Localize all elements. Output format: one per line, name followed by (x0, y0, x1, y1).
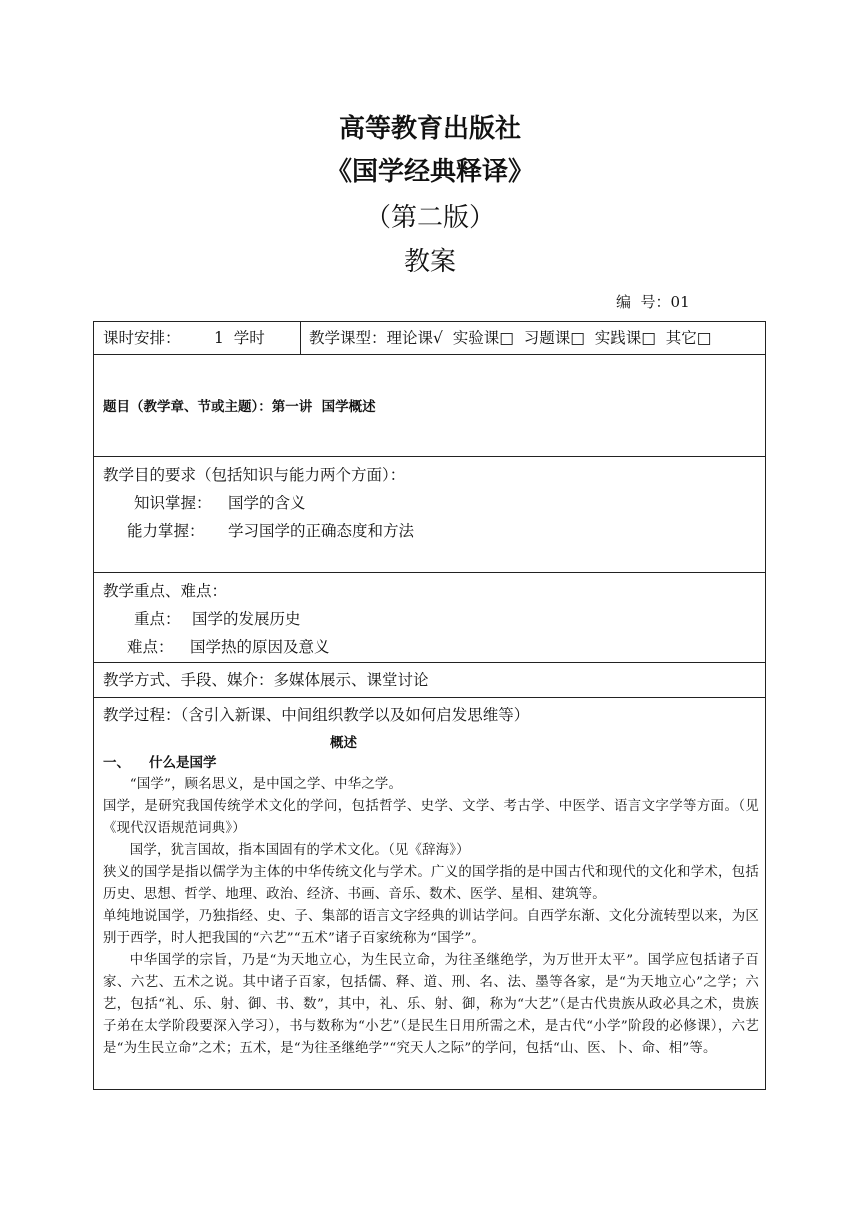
topic-row (94, 354, 765, 456)
course-type: 教学课型：理论课√ 实验课□ 习题课□ 实践课□ 其它□ (309, 329, 712, 347)
paragraph-3: 国学，犹言国故，指本国固有的学术文化。（见《辞海》） (129, 843, 470, 858)
paragraph-5: 单纯地说国学，乃独指经、史、子、集部的语言文字经典的训诂学问。自西学东渐、文化分流转型以来，为区别于西学，时人把我国的“六艺”“五术”诸子百家统称为“国学”。 (103, 909, 759, 946)
key-points-heading: 教学重点、难点： (103, 582, 228, 600)
difficulty-value: 国学热的原因及意义 (190, 638, 330, 656)
document-number (616, 292, 690, 312)
process-heading: 教学过程：（含引入新课、中间组织教学以及如何启发思维等） (103, 706, 530, 724)
section-number: 一、 (103, 755, 130, 771)
book-title: 《国学经典释译》 (325, 157, 534, 187)
publisher-title: 高等教育出版社 (338, 114, 521, 144)
objectives-row (94, 456, 765, 572)
topic-text: 题目（教学章、节或主题）：第一讲 国学概述 (103, 399, 376, 415)
key-points-row (94, 572, 765, 662)
knowledge-value: 国学的含义 (228, 494, 306, 512)
paragraph-4: 狭义的国学是指以儒学为主体的中华传统文化与学术。广义的国学指的是中国古代和现代的文化和学术，包括历史、思想、哲学、地理、政治、经济、书画、音乐、数术、医学、星相、建筑等。 (103, 865, 759, 902)
number-label: 编 号： (616, 293, 671, 311)
schedule-label: 课时安排： (103, 329, 181, 347)
cell-divider (300, 322, 301, 354)
paragraph-1: “国学”，顾名思义，是中国之学、中华之学。 (129, 777, 403, 792)
process-row (94, 697, 765, 1089)
lesson-plan-table (93, 321, 766, 1090)
focus-label: 重点： (134, 610, 181, 628)
ability-value: 学习国学的正确态度和方法 (228, 522, 415, 540)
number-value: 01 (670, 293, 690, 311)
ability-label: 能力掌握： (127, 522, 205, 540)
knowledge-label: 知识掌握： (134, 494, 212, 512)
paragraph-2: 国学，是研究我国传统学术文化的学问，包括哲学、史学、文学、考古学、中医学、语言文字学等方面。（见《现代汉语规范词典》） (103, 799, 759, 836)
difficulty-label: 难点： (127, 638, 174, 656)
edition-label: （第二版） (364, 203, 495, 233)
process-subtitle: 概述 (330, 735, 357, 751)
schedule-value: 1 学时 (214, 329, 265, 347)
methods-text: 教学方式、手段、媒介：多媒体展示、课堂讨论 (103, 671, 429, 689)
focus-value: 国学的发展历史 (192, 610, 301, 628)
section-title: 什么是国学 (149, 755, 217, 771)
paragraph-6: 中华国学的宗旨，乃是“为天地立心，为生民立命，为往圣继绝学，为万世开太平”。国学应包括诸子百家、六艺、五术之说。其中诸子百家，包括儒、释、道、刑、名、法、墨等各家，是“为天地立心”之学；六艺，包括“礼、乐、射、御、书、数”，其中，礼、乐、射、御，称为“大艺”（是古代贵族从政必具之术，贵族子弟在太学阶段要深入学习），书与数称为“小艺”（是民生日用所需之术，是古代“小学”阶段的必修课），六艺是“为生民立命”之术；五术，是“为往圣继绝学”“究天人之际”的学问，包括“山、医、卜、命、相”等。 (103, 953, 759, 1056)
schedule-row (94, 322, 765, 354)
objectives-heading: 教学目的要求（包括知识与能力两个方面）： (103, 466, 406, 484)
doc-type-title: 教案 (403, 247, 456, 277)
methods-row (94, 662, 765, 697)
